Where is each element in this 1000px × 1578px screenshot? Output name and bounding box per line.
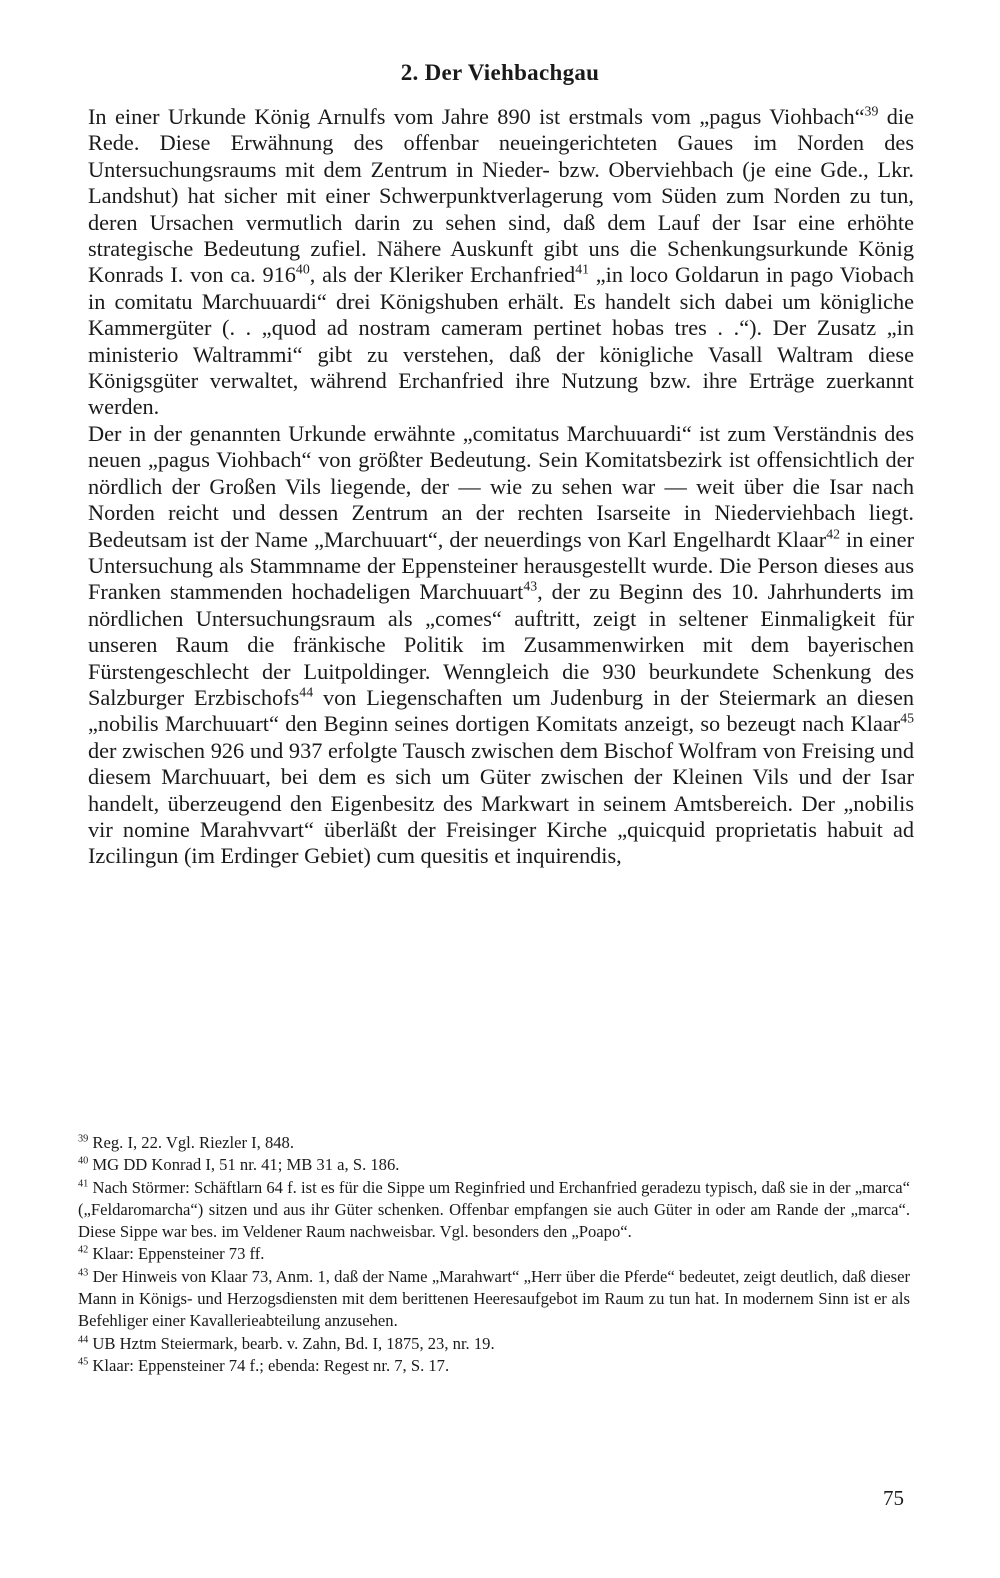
section-heading: 2. Der Viehbachgau [400,60,600,85]
footnote-number: 42 [78,1244,89,1256]
footnote-text: Klaar: Eppensteiner 73 ff. [88,1244,265,1264]
footnote-ref: 41 [575,262,589,278]
footnote-text: UB Hztm Steiermark, bearb. v. Zahn, Bd. I, 1875, 23, nr. 19. [88,1333,495,1353]
text-run: Der in der genannten Urkunde erwähnte „comitatus Marchuuardi“ ist zum Verständnis des neuen „pagus Viohbach“ von größter Bedeutung. Sein Komitatsbezirk ist offensichtlich der nördlich der Großen Vils liegende, der — wie zu sehen war — weit über die Isar nach Norden reicht und dessen Zentrum an der rechten Isarseite in Niederviehbach liegt. Bedeutsam ist der Name „Marchuuart“, der neuerdings von Karl Engelhardt Klaar [88,420,914,552]
paragraph [88,104,914,421]
footnote [78,1154,910,1176]
footnote [78,1355,910,1377]
footnote [78,1177,910,1244]
footnote-text: MG DD Konrad I, 51 nr. 41; MB 31 a, S. 186. [88,1155,400,1175]
text-run: In einer Urkunde König Arnulfs vom Jahre 890 ist erstmals vom „pagus Viohbach“ [88,104,865,129]
footnote-ref: 43 [523,578,538,594]
footnote-ref: 42 [826,526,841,542]
footnote-ref: 40 [295,262,310,278]
footnote-ref: 45 [900,710,914,726]
footnote [78,1266,910,1333]
body-text [88,104,914,870]
paragraph [88,421,914,870]
text-run: von Liegenschaften um Judenburg in der Steiermark an diesen „nobilis Marchuuart“ den Beginn seines dortigen Komitats anzeigt, so bezeugt nach Klaar [88,684,915,737]
footnote-number: 43 [78,1267,89,1279]
footnote-number: 39 [78,1133,89,1145]
text-run: „in loco Goldarun in pago Viobach in comitatu Marchuuardi“ drei Königshuben erhält. Es handelt sich dabei um königliche Kammergüter (. . „quod ad nostram cameram pertinet hobas tres . .“). Der Zusatz „in ministerio Waltrammi“ gibt zu verstehen, daß der königliche Vasall Waltram diese Königsgüter verwaltet, während Erchanfried ihre Nutzung bzw. ihre Erträge zuerkannt werden. [88,262,914,420]
footnote-text: Reg. I, 22. Vgl. Riezler I, 848. [88,1133,294,1152]
footnote [78,1132,910,1154]
footnote-number: 45 [78,1356,89,1368]
text-run: , als der Kleriker Erchanfried [309,262,576,288]
page-number: 75 [883,1486,904,1510]
footnotes [78,1132,910,1377]
text-run: die Rede. Diese Erwähnung des offenbar neueingerichteten Gaues im Norden des Untersuchungsraums mit dem Zentrum in Nieder- bzw. Oberviehbach (je eine Gde., Lkr. Landshut) hat sicher mit einer Schwerpunktverlagerung vom Süden zum Norden zu tun, deren Ursachen vermutlich darin zu sehen sind, daß dem Lauf der Isar eine erhöhte strategische Bedeutung zufiel. Nähere Auskunft gibt uns die Schenkungsurkunde König Konrads I. von ca. 916 [88,104,914,288]
footnote [78,1333,910,1355]
footnote-text: Klaar: Eppensteiner 74 f.; ebenda: Regest nr. 7, S. 17. [88,1355,450,1375]
footnote-ref: 44 [299,684,314,700]
footnote-number: 40 [78,1155,89,1167]
footnote-ref: 39 [864,103,879,119]
footnote-number: 44 [78,1334,89,1346]
footnote-number: 41 [78,1178,89,1190]
text-run: in einer Untersuchung als Stammname der Eppensteiner herausgestellt wurde. Die Person dieses aus Franken stammenden hochadeligen Marchuuart [88,526,914,605]
footnote [78,1243,910,1265]
text-run: , der zu Beginn des 10. Jahrhunderts im nördlichen Untersuchungsraum als „comes“ auftritt, zeigt in seltener Einmaligkeit für unseren Raum die fränkische Politik im Zusammenwirken mit dem bayerischen Fürstengeschlecht der Luitpoldinger. Wenngleich die 930 beurkundete Schenkung des Salzburger Erzbischofs [88,579,914,710]
footnote-text: Nach Störmer: Schäftlarn 64 f. ist es für die Sippe um Reginfried und Erchanfried geradezu typisch, daß sie in der „marca“ („Feldaromarcha“) sitzen und aus ihr Güter schenken. Offenbar empfangen sie auch Güter in oder am Rande der „marca“. Diese Sippe war bes. im Veldener Raum nachweisbar. Vgl. besonders den „Poapo“. [78,1177,910,1242]
text-run: der zwischen 926 und 937 erfolgte Tausch zwischen dem Bischof Wolfram von Freising und diesem Marchuuart, bei dem es sich um Güter zwischen der Kleinen Vils und der Isar handelt, überzeugend den Eigenbesitz des Markwart in seinem Amtsbereich. Der „nobilis vir nomine Marahvvart“ überläßt der Freisinger Kirche „quicquid proprietatis habuit ad Izcilingun (im Erdinger Gebiet) cum quesitis et inquirendis, [88,737,914,869]
footnote-text: Der Hinweis von Klaar 73, Anm. 1, daß der Name „Marahwart“ „Herr über die Pferde“ bedeutet, zeigt deutlich, daß dieser Mann in Königs- und Herzogsdiensten mit dem berittenen Heeresaufgebot im Raum zu tun hat. In modernem Sinn ist er als Befehliger einer Kavallerieabteilung anzusehen. [78,1266,910,1331]
